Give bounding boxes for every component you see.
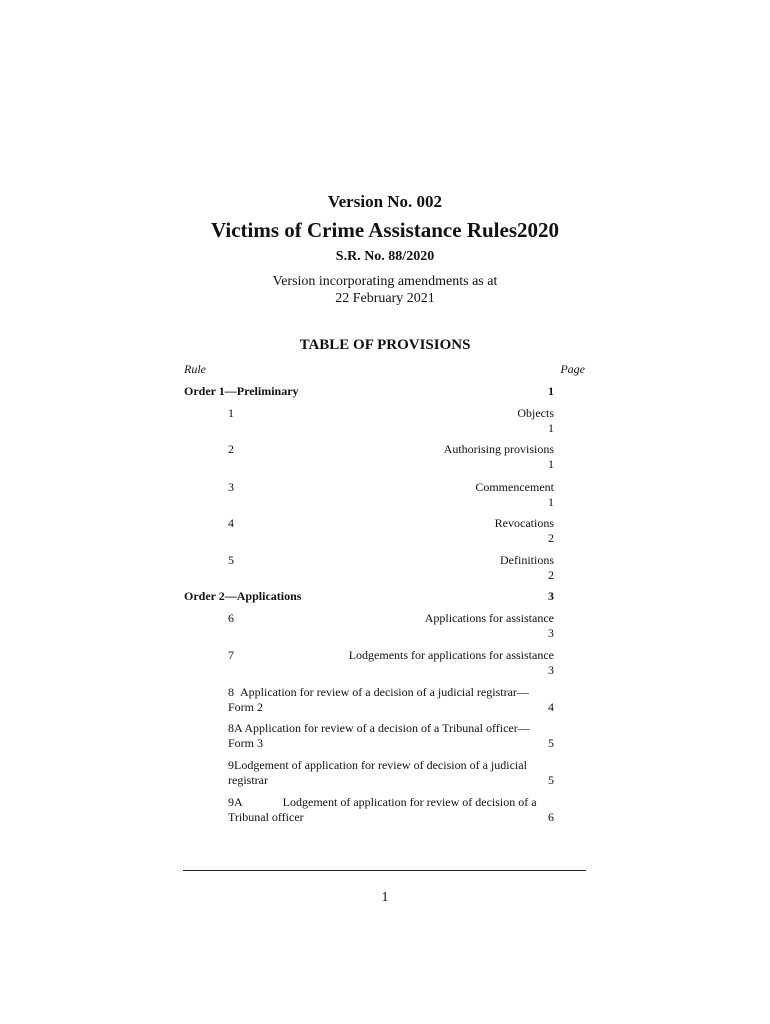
order-page-number: 1 [548,384,554,398]
rule-title-line2: Form 2 [228,700,264,714]
rule-title: Lodgement of application for review of decision of a [282,795,537,809]
toc-entry[interactable] [228,611,554,641]
rule-title-line2: Tribunal officer [228,810,304,824]
rule-title: Lodgement of application for review of decision of a judicial [234,758,527,772]
rule-title: Definitions [500,553,554,567]
rule-page-number: 6 [548,810,554,824]
rule-title-line1 [228,685,554,700]
rule-number: 1 [228,406,234,420]
rule-title: Application for review of a decision of a judicial registrar— [240,685,529,699]
rule-title: Revocations [494,516,554,530]
rule-title: Objects [517,406,554,420]
rule-title: Application for review of a decision of a Tribunal officer— [244,721,530,735]
column-header-page: Page [560,362,585,376]
toc-entry[interactable] [228,795,554,825]
toc-entry[interactable] [228,721,554,751]
rule-number: 8A [228,721,243,735]
rule-number: 5 [228,553,234,567]
rule-page-number: 2 [548,531,554,545]
rule-title: Lodgements for applications for assistance [348,648,554,662]
rule-page-number: 5 [548,736,554,750]
toc-entry[interactable] [228,442,554,472]
statutory-rule-number: S.R. No. 88/2020 [335,249,435,264]
rule-page-number: 3 [548,626,554,640]
rule-number: 2 [228,442,234,456]
rule-number: 8 [228,685,234,699]
rule-page-number: 1 [548,495,554,509]
rule-title: Applications for assistance [424,611,554,625]
toc-order-heading[interactable] [184,384,554,399]
toc-entry[interactable] [228,685,554,715]
rule-number: 7 [228,648,234,662]
rule-title-line2: Form 3 [228,736,264,750]
rule-title: Commencement [475,480,554,494]
toc-heading: TABLE OF PROVISIONS [299,337,471,353]
rule-number: 4 [228,516,234,530]
column-header-rule: Rule [184,362,206,376]
order-page-number: 3 [548,589,554,603]
rule-title-line2: registrar [228,773,268,787]
rule-title-line1 [228,795,554,810]
toc-entry[interactable] [228,553,554,583]
amendment-date: 22 February 2021 [335,291,435,306]
rule-page-number: 1 [548,421,554,435]
rule-page-number: 1 [548,457,554,471]
toc-entry[interactable] [228,516,554,546]
version-number: Version No. 002 [327,192,443,211]
rule-number: 3 [228,480,234,494]
rule-title: Authorising provisions [443,442,554,456]
document-title: Victims of Crime Assistance Rules2020 [210,218,559,242]
rule-title-line1 [228,721,554,736]
rule-number: 6 [228,611,234,625]
toc-entry[interactable] [228,406,554,436]
rule-number: 9A [228,795,243,809]
rule-page-number: 2 [548,568,554,582]
toc-entry[interactable] [228,758,554,788]
page-number: 1 [381,890,389,905]
toc-entry[interactable] [228,480,554,510]
footer-divider [183,870,586,871]
order-label: Order 2—Applications [184,589,302,603]
rule-page-number: 3 [548,663,554,677]
toc-entry[interactable] [228,648,554,678]
rule-page-number: 4 [548,700,554,714]
rule-number: 9 [228,758,234,772]
rule-page-number: 5 [548,773,554,787]
toc-order-heading[interactable] [184,589,554,604]
amendment-statement-line1: Version incorporating amendments as at [272,274,498,289]
rule-title-line1 [228,758,554,773]
order-label: Order 1—Preliminary [184,384,299,398]
